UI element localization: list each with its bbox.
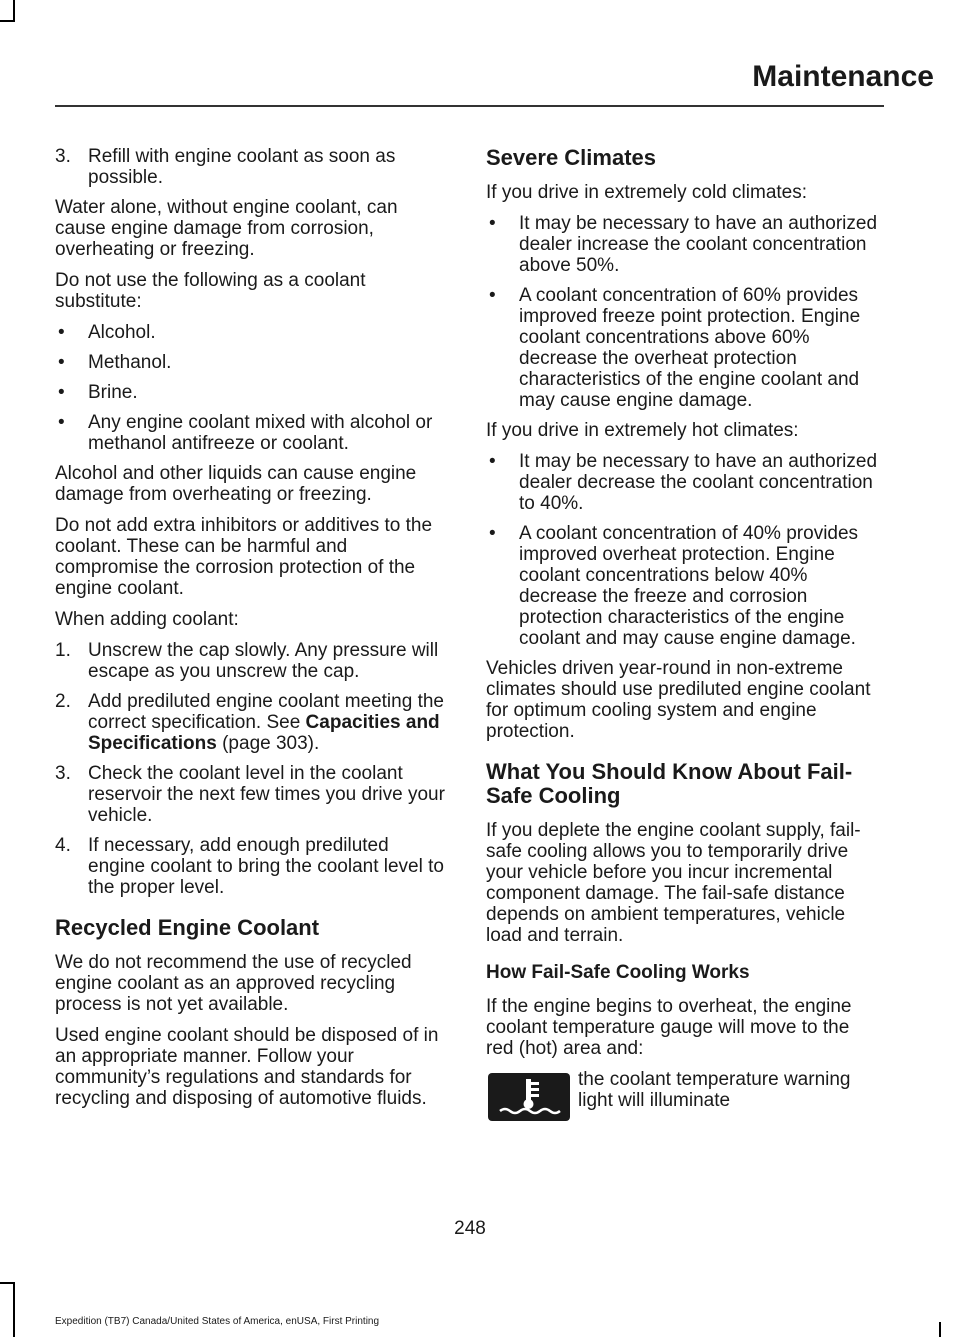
list-item: • Brine. xyxy=(58,382,138,403)
step-number: 3. xyxy=(55,146,71,167)
list-item: • It may be necessary to have an authorized dealer decrease the coolant concentration to 40%. xyxy=(489,451,878,514)
coolant-temperature-warning-icon xyxy=(488,1073,570,1121)
step-number: 4. xyxy=(55,835,71,856)
crop-mark-bottom-left-horizontal xyxy=(0,1282,15,1284)
deplete-paragraph: If you deplete the engine coolant supply, fail-safe cooling allows you to temporarily drive your vehicle before you incur incremental component damage. The fail-safe distance depends on ambient temperatures, vehicle load and terrain. xyxy=(486,820,861,946)
cold-climates-paragraph: If you drive in extremely cold climates: xyxy=(486,182,808,203)
capacities-specifications-link[interactable]: Capacities and Specifications xyxy=(88,712,440,754)
left-column xyxy=(55,146,448,1119)
step-text: If necessary, add enough prediluted engine coolant to bring the coolant level to the proper level. xyxy=(88,835,444,898)
list-item: • Any engine coolant mixed with alcohol or methanol antifreeze or coolant. xyxy=(58,412,433,454)
overheat-paragraph: If the engine begins to overheat, the engine coolant temperature gauge will move to the red (hot) area and: xyxy=(486,996,852,1059)
bullet-icon: • xyxy=(58,382,65,403)
list-item: • A coolant concentration of 60% provides improved freeze point protection. Engine coolant concentrations above 60% decrease the overheat protection characteristics of the engine coolant and may cause engine damage. xyxy=(489,285,861,411)
bullet-icon: • xyxy=(58,352,65,373)
bullet-icon: • xyxy=(58,322,65,343)
page-title: Maintenance xyxy=(752,60,934,93)
warning-light-text: the coolant temperature warning light will illuminate xyxy=(578,1069,851,1111)
step-text: Add prediluted engine coolant meeting the correct specification. See xyxy=(88,691,444,733)
coolant-substitute-paragraph: Do not use the following as a coolant substitute: xyxy=(55,270,366,312)
hot-climates-paragraph: If you drive in extremely hot climates: xyxy=(486,420,799,441)
list-item: • Methanol. xyxy=(58,352,172,373)
recycled-coolant-heading: Recycled Engine Coolant xyxy=(55,915,320,940)
alcohol-paragraph: Alcohol and other liquids can cause engine damage from overheating or freezing. xyxy=(55,463,417,505)
bullet-icon: • xyxy=(58,412,65,433)
adding-step xyxy=(55,640,448,682)
page-reference: (page 303). xyxy=(216,733,320,754)
crop-mark-bottom-left-vertical xyxy=(13,1282,15,1337)
list-item: • It may be necessary to have an authorized dealer increase the coolant concentration above 50%. xyxy=(489,213,878,276)
footer-text: Expedition (TB7) Canada/United States of America, enUSA, First Printing xyxy=(55,1316,380,1327)
severe-climates-heading: Severe Climates xyxy=(486,145,656,170)
list-item: • A coolant concentration of 40% provides improved overheat protection. Engine coolant concentrations below 40% decrease the freeze and corrosion protection characteristics of the engine coolant and may cause engine damage. xyxy=(489,523,859,649)
step-number: 2. xyxy=(55,691,71,712)
fail-safe-heading: What You Should Know About Fail-Safe Cooling xyxy=(486,759,853,808)
step-number: 1. xyxy=(55,640,71,661)
step-number: 3. xyxy=(55,763,71,784)
bullet-icon: • xyxy=(489,523,496,544)
refill-step xyxy=(55,146,448,188)
inhibitors-paragraph: Do not add extra inhibitors or additives to the coolant. These can be harmful and compromise the corrosion protection of the engine coolant. xyxy=(55,515,433,599)
water-alone-paragraph: Water alone, without engine coolant, can cause engine damage from corrosion, overheating or freezing. xyxy=(55,197,398,260)
adding-step xyxy=(55,835,448,898)
how-fail-safe-heading: How Fail-Safe Cooling Works xyxy=(486,962,750,983)
recycled-paragraph: We do not recommend the use of recycled engine coolant as an approved recycling process is not yet available. xyxy=(55,952,412,1015)
bullet-icon: • xyxy=(489,213,496,234)
page-number: 248 xyxy=(454,1218,486,1239)
crop-mark-bottom-right-vertical xyxy=(939,1322,941,1337)
crop-mark-top-left-horizontal xyxy=(0,20,15,22)
bullet-icon: • xyxy=(489,285,496,306)
list-item: • Alcohol. xyxy=(58,322,156,343)
year-round-paragraph: Vehicles driven year-round in non-extreme climates should use prediluted engine coolant for optimum cooling system and engine protection. xyxy=(486,658,871,742)
step-text: Refill with engine coolant as soon as possible. xyxy=(88,146,396,188)
step-text: Unscrew the cap slowly. Any pressure will escape as you unscrew the cap. xyxy=(88,640,439,682)
header-divider xyxy=(55,105,884,107)
right-column xyxy=(486,146,881,1139)
used-coolant-paragraph: Used engine coolant should be disposed of in an appropriate manner. Follow your community’s regulations and standards for recycling and disposing of automotive fluids. xyxy=(55,1025,439,1109)
crop-mark-top-left-vertical xyxy=(13,0,15,22)
adding-step xyxy=(55,763,448,826)
adding-step xyxy=(55,691,448,754)
warning-light-row xyxy=(486,1069,881,1139)
bullet-icon: • xyxy=(489,451,496,472)
when-adding-paragraph: When adding coolant: xyxy=(55,609,239,630)
step-text: Check the coolant level in the coolant reservoir the next few times you drive your vehicle. xyxy=(88,763,445,826)
